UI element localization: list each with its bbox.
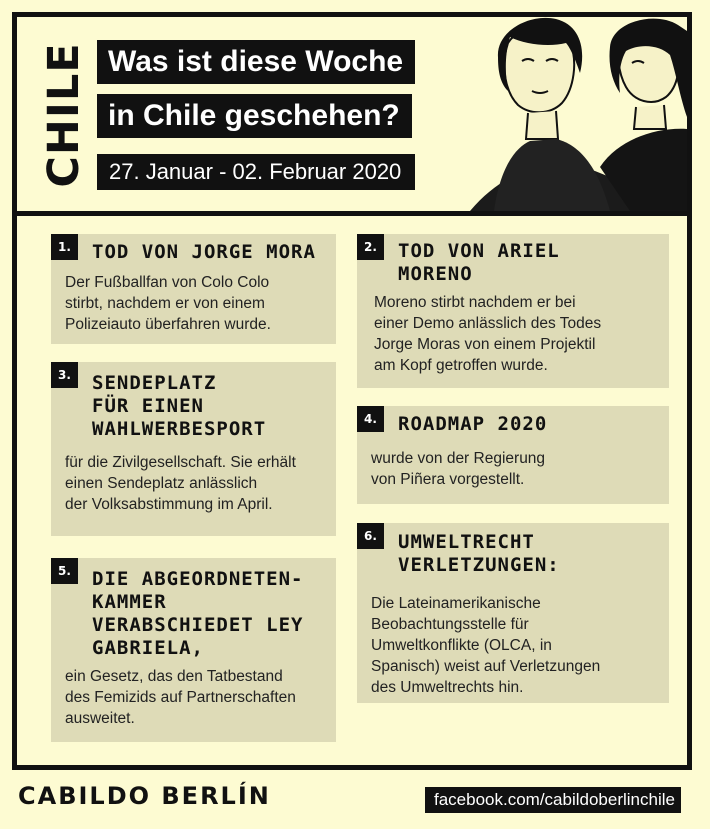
news-card-1 — [51, 234, 336, 344]
card-title: DIE ABGEORDNETEN- KAMMER VERABSCHIEDET LEY GABRIELA, — [92, 568, 304, 659]
card-title: UMWELTRECHT VERLETZUNGEN: — [398, 531, 560, 576]
card-body: Die Lateinamerikanische Beobachtungsstelle für Umweltkonflikte (OLCA, in Spanisch) weist auf Verletzungen des Umweltrechts hin. — [371, 595, 601, 696]
facebook-link[interactable]: facebook.com/cabildoberlinchile — [425, 787, 681, 813]
card-number: 6. — [357, 523, 384, 549]
card-number: 5. — [51, 558, 78, 584]
news-card-3 — [51, 362, 336, 536]
card-body: für die Zivilgesellschaft. Sie erhält einen Sendeplatz anlässlich der Volksabstimmung im April. — [65, 454, 296, 513]
news-card-5 — [51, 558, 336, 742]
card-title: ROADMAP 2020 — [398, 413, 548, 435]
header-divider — [12, 211, 692, 216]
card-title: TOD VON JORGE MORA — [92, 241, 316, 263]
date-range: 27. Januar - 02. Februar 2020 — [97, 154, 415, 190]
brand-name: CABILDO BERLÍN — [18, 782, 271, 810]
news-card-6 — [357, 523, 669, 703]
news-card-2 — [357, 234, 669, 388]
card-body: ein Gesetz, das den Tatbestand des Femizids auf Partnerschaften ausweitet. — [65, 668, 296, 727]
card-number: 2. — [357, 234, 384, 260]
card-number: 1. — [51, 234, 78, 260]
title-line-2: in Chile geschehen? — [97, 94, 412, 138]
card-body: Der Fußballfan von Colo Colo stirbt, nachdem er von einem Polizeiauto überfahren wurde. — [65, 274, 271, 333]
card-body: wurde von der Regierung von Piñera vorgestellt. — [371, 450, 546, 488]
card-number: 4. — [357, 406, 384, 432]
card-body: Moreno stirbt nachdem er bei einer Demo anlässlich des Todes Jorge Moras von einem Projektil am Kopf getroffen wurde. — [374, 294, 602, 374]
card-title: TOD VON ARIEL MORENO — [398, 240, 560, 285]
title-line-1: Was ist diese Woche — [97, 40, 415, 84]
country-label: CHILE — [39, 42, 89, 188]
card-title: SENDEPLATZ FÜR EINEN WAHLWERBESPORT — [92, 372, 267, 440]
news-card-4 — [357, 406, 669, 504]
card-number: 3. — [51, 362, 78, 388]
two-women-illustration-icon — [470, 17, 687, 211]
